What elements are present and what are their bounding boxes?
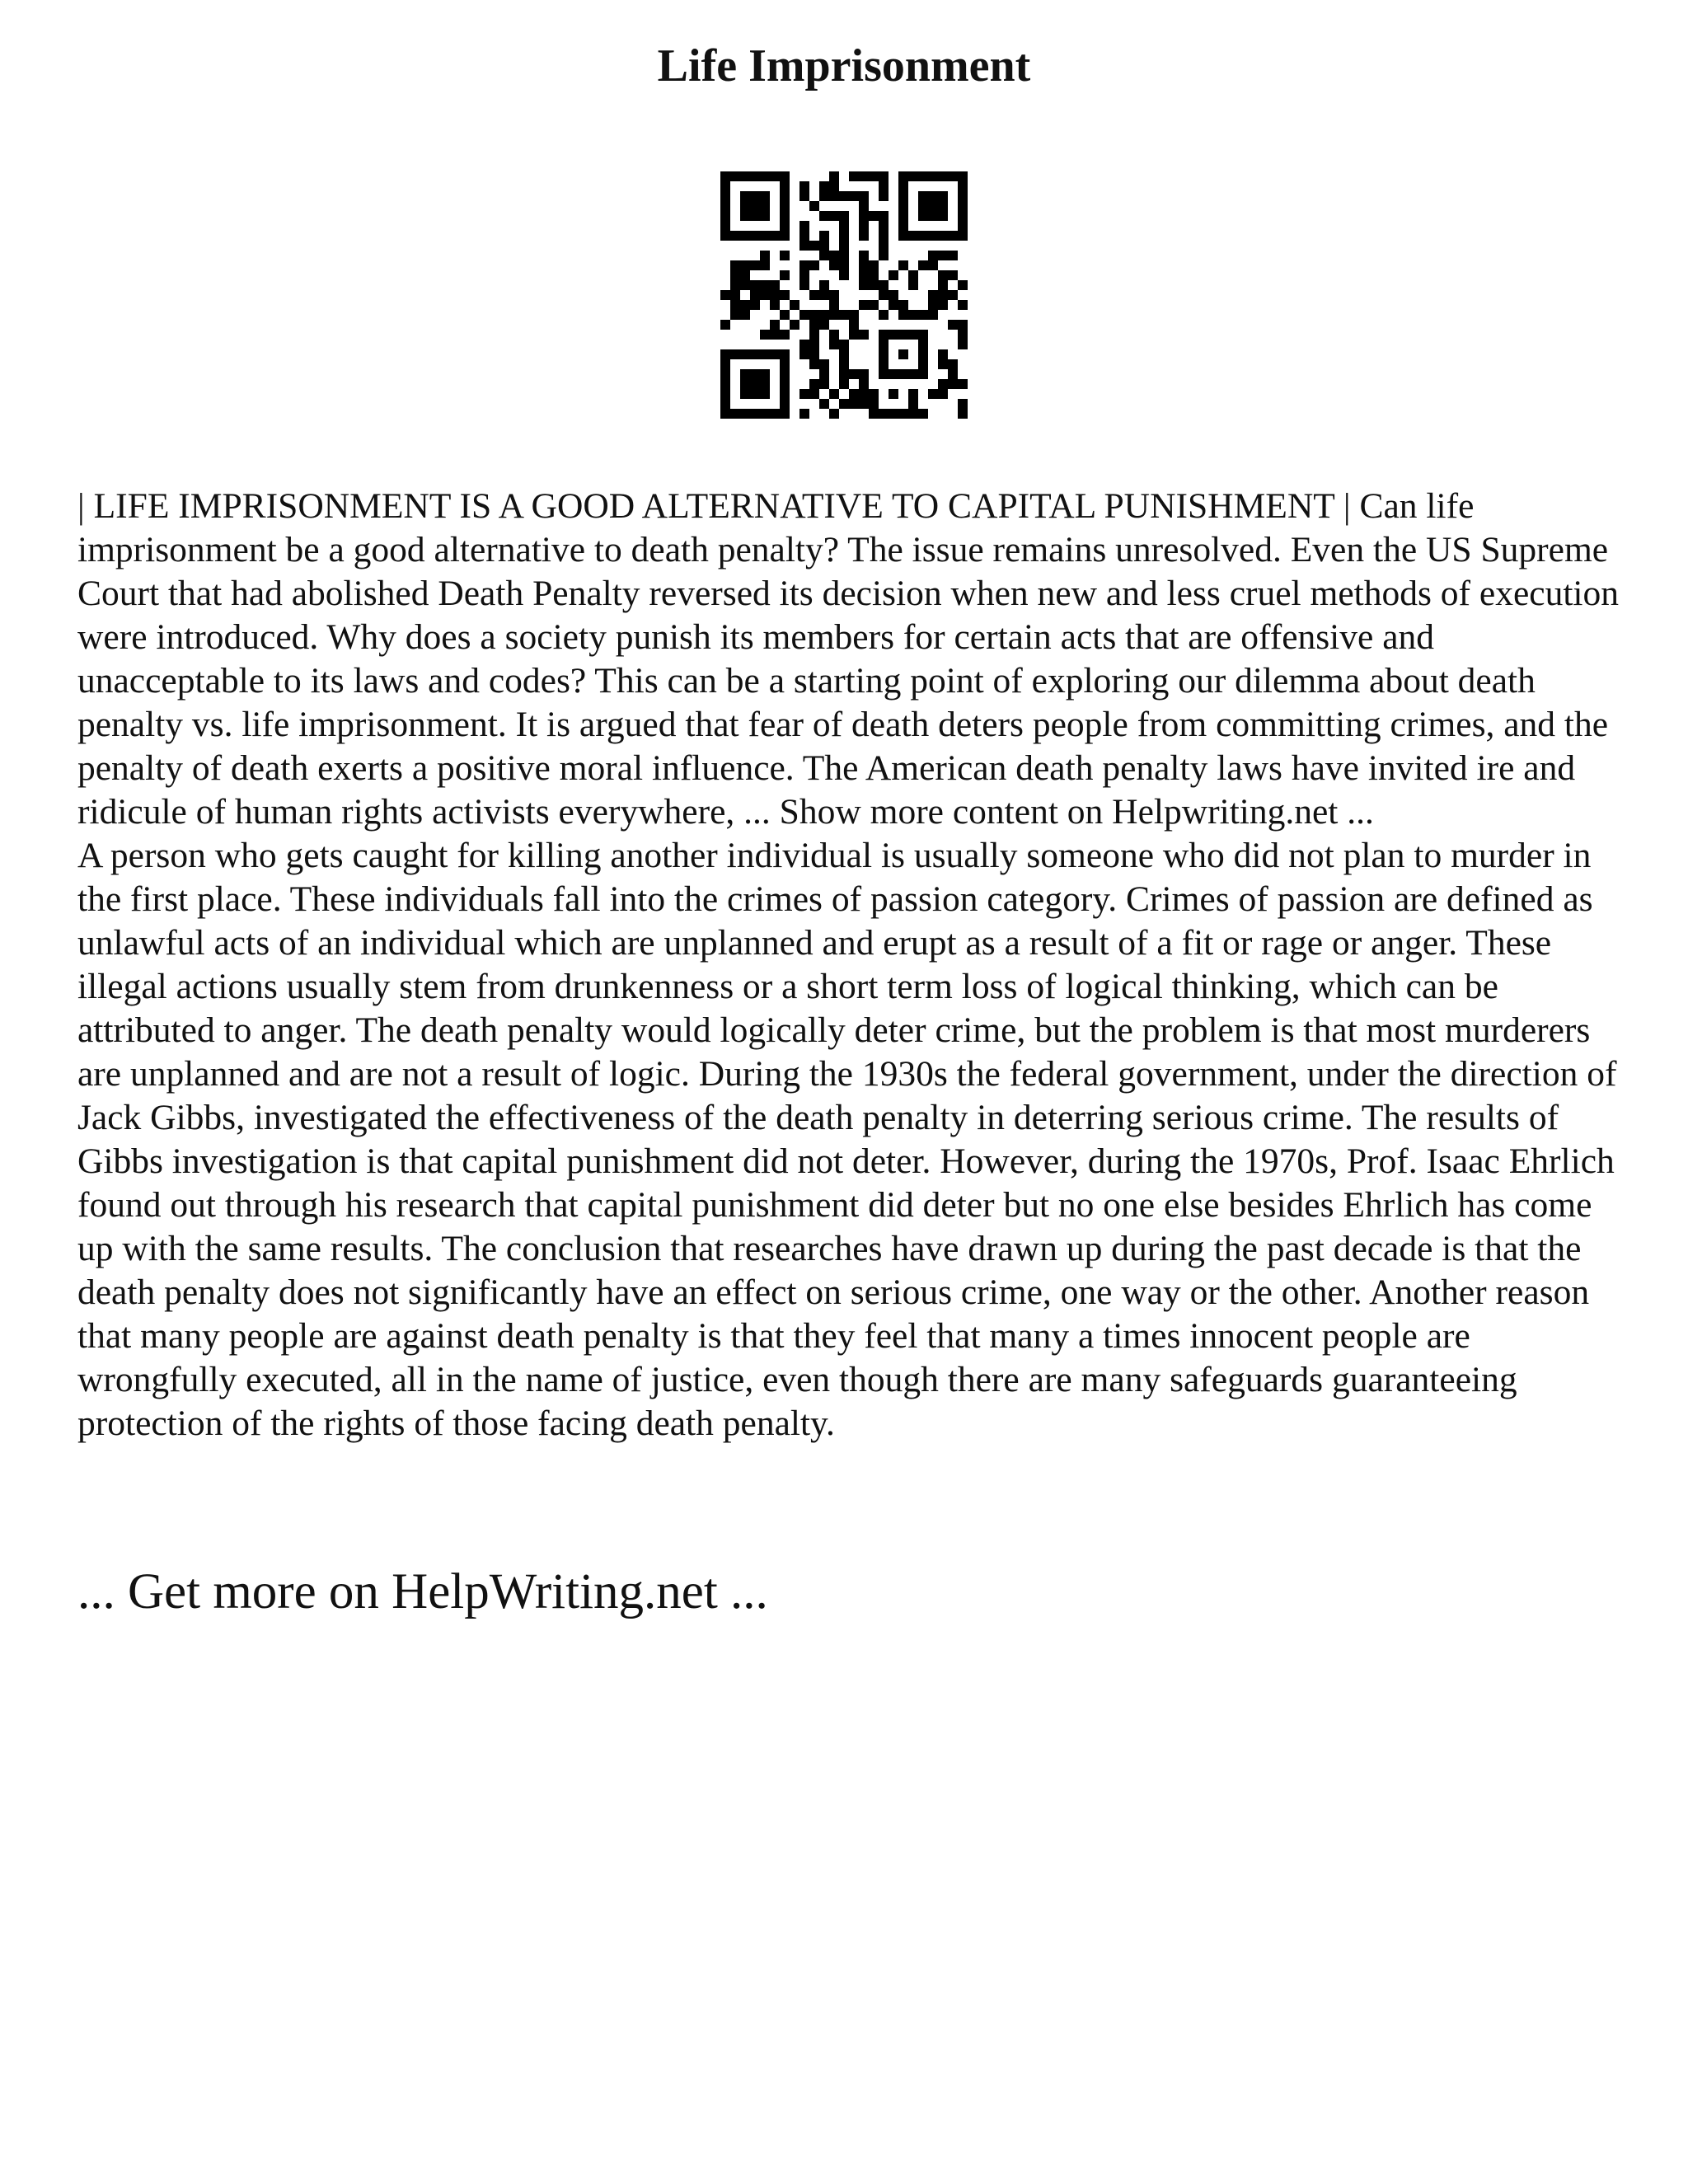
get-more-link[interactable]: ... Get more on HelpWriting.net ... [77, 1564, 768, 1619]
paragraph-intro: | LIFE IMPRISONMENT IS A GOOD ALTERNATIVE TO CAPITAL PUNISHMENT | Can life imprisonment be a good alternative to death penalty? The issue remains unresolved. Even the US Supreme Court that had abolished Death Penalty reversed its decision when new and less cruel methods of execution were introduced. Why does a society punish its members for certain acts that are offensive and unacceptable to its laws and codes? This can be a starting point of exploring our dilemma about death penalty vs. life imprisonment. It is argued that fear of death deters people from committing crimes, and the penalty of death exerts a positive moral influence. The American death penalty laws have invited ire and ridicule of human rights activists everywhere, ... Show more content on Helpwriting.net ... [77, 486, 1619, 832]
qr-code-icon [720, 171, 968, 419]
paragraph-main: A person who gets caught for killing another individual is usually someone who did not plan to murder in the first place. These individuals fall into the crimes of passion category. Crimes of passion are defined as unlawful acts of an individual which are unplanned and erupt as a result of a fit or rage or anger. These illegal actions usually stem from drunkenness or a short term loss of logical thinking, which can be attributed to anger. The death penalty would logically deter crime, but the problem is that most murderers are unplanned and are not a result of logic. During the 1930s the federal government, under the direction of Jack Gibbs, investigated the effectiveness of the death penalty in deterring serious crime. The results of Gibbs investigation is that capital punishment did not deter. However, during the 1970s, Prof. Isaac Ehrlich found out through his research that capital punishment did deter but no one else besides Ehrlich has come up with the same results. The conclusion that researches have drawn up during the past decade is that the death penalty does not significantly have an effect on serious crime, one way or the other. Another reason that many people are against death penalty is that they feel that many a times innocent people are wrongfully executed, all in the name of justice, even though there are many safeguards guaranteeing protection of the rights of those facing death penalty. [77, 836, 1617, 1443]
document-body [77, 485, 1627, 1446]
document-title: Life Imprisonment [657, 40, 1031, 91]
